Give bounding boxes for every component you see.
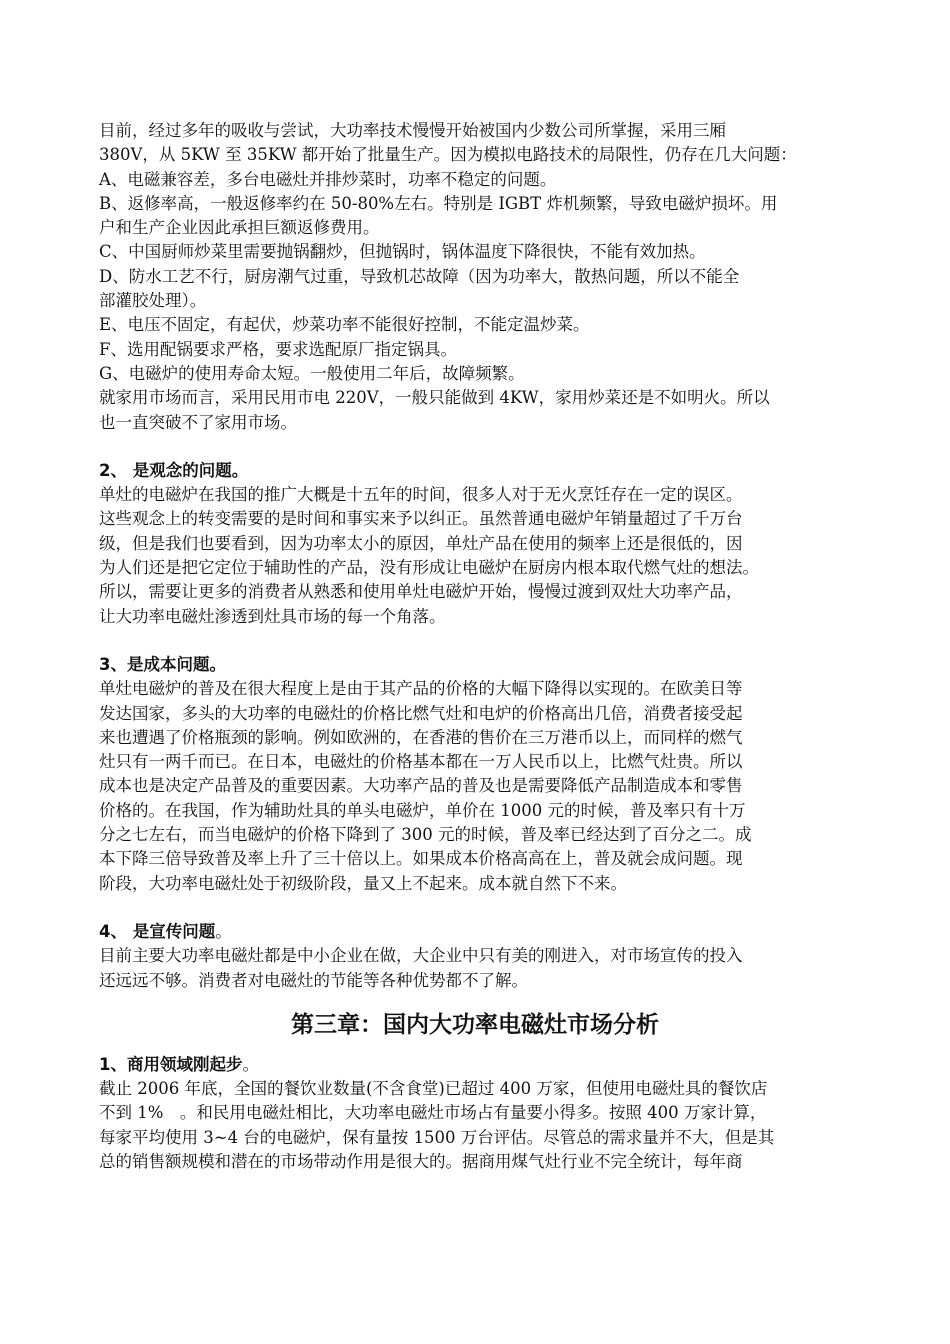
section-heading: 4、 是宣传问题 — [99, 921, 216, 941]
paragraph-line: 每家平均使用 3~4 台的电磁炉，保有量按 1500 万台评估。尽管总的需求量并不大，但是其 — [99, 1127, 775, 1147]
paragraph-line: 截止 2006 年底，全国的餐饮业数量(不含食堂)已超过 400 万家，但使用电磁灶具的餐饮店 — [99, 1079, 768, 1099]
problem-b: B、返修率高，一般返修率约在 50-80%左右。特别是 IGBT 炸机频繁，导致电磁炉损坏。用 — [99, 193, 778, 213]
document-body — [99, 119, 851, 1174]
problem-d-cont: 部灌胶处理）。 — [99, 291, 207, 311]
intro-line: 就家用市场而言，采用民用市电 220V，一般只能做到 4KW，家用炒菜还是不如明火。所以 — [99, 388, 770, 408]
heading-suffix: 。 — [215, 921, 232, 941]
chapter-3-section-1 — [99, 1053, 851, 1174]
problem-b-cont: 户和生产企业因此承担巨额返修费用。 — [99, 218, 380, 238]
intro-section — [99, 119, 851, 435]
chapter-title: 第三章：国内大功率电磁灶市场分析 — [291, 1011, 659, 1038]
spacer — [99, 435, 851, 459]
paragraph-line: 不到 1% 。和民用电磁灶相比，大功率电磁灶市场占有量要小得多。按照 400 万家计算， — [99, 1103, 767, 1123]
section-heading-row — [99, 920, 851, 944]
problem-e: E、电压不固定，有起伏，炒菜功率不能很好控制，不能定温炒菜。 — [99, 315, 590, 335]
paragraph-line: 本下降三倍导致普及率上升了三十倍以上。如果成本价格高高在上，普及就会成问题。现 — [99, 849, 743, 869]
heading-suffix: 。 — [242, 1054, 259, 1074]
paragraph-line: 来也遭遇了价格瓶颈的影响。例如欧洲的，在香港的售价在三万港币以上，而同样的燃气 — [99, 727, 743, 747]
paragraph-line: 为人们还是把它定位于辅助性的产品，没有形成让电磁炉在厨房内根本取代燃气灶的想法。 — [99, 558, 759, 578]
paragraph-line: 所以，需要让更多的消费者从熟悉和使用单灶电磁炉开始，慢慢过渡到双灶大功率产品， — [99, 582, 743, 602]
section-2 — [99, 459, 851, 629]
paragraph-line: 阶段，大功率电磁灶处于初级阶段，量又上不起来。成本就自然下不来。 — [99, 873, 627, 893]
section-heading: 2、 是观念的问题。 — [99, 460, 249, 480]
section-4 — [99, 920, 851, 993]
paragraph-line: 灶只有一两千而已。在日本，电磁灶的价格基本都在一万人民币以上，比燃气灶贵。所以 — [99, 752, 743, 772]
spacer — [99, 629, 851, 653]
spacer — [99, 896, 851, 920]
paragraph-line: 这些观念上的转变需要的是时间和事实来予以纠正。虽然普通电磁炉年销量超过了千万台 — [99, 509, 743, 529]
section-heading-row — [99, 1053, 851, 1077]
intro-line: 380V，从 5KW 至 35KW 都开始了批量生产。因为模拟电路技术的局限性，仍存在几大问题： — [99, 145, 797, 165]
problem-f: F、选用配锅要求严格，要求选配原厂指定锅具。 — [99, 339, 457, 359]
section-heading: 1、商用领域刚起步 — [99, 1054, 243, 1074]
problem-c: C、中国厨师炒菜里需要抛锅翻炒，但抛锅时，锅体温度下降很快，不能有效加热。 — [99, 242, 706, 262]
paragraph-line: 让大功率电磁灶渗透到灶具市场的每一个角落。 — [99, 606, 446, 626]
paragraph-line: 发达国家，多头的大功率的电磁灶的价格比燃气灶和电炉的价格高出几倍，消费者接受起 — [99, 703, 743, 723]
paragraph-line: 总的销售额规模和潜在的市场带动作用是很大的。据商用煤气灶行业不完全统计，每年商 — [99, 1151, 743, 1171]
paragraph-line: 还远远不够。消费者对电磁灶的节能等各种优势都不了解。 — [99, 970, 528, 990]
problem-a: A、电磁兼容差，多台电磁灶并排炒菜时，功率不稳定的问题。 — [99, 169, 557, 189]
intro-line: 目前，经过多年的吸收与尝试，大功率技术慢慢开始被国内少数公司所掌握，采用三厢 — [99, 121, 726, 140]
intro-line: 也一直突破不了家用市场。 — [99, 412, 297, 432]
paragraph-line: 目前主要大功率电磁灶都是中小企业在做，大企业中只有美的刚进入，对市场宣传的投入 — [99, 946, 743, 966]
paragraph-line: 成本也是决定产品普及的重要因素。大功率产品的普及也是需要降低产品制造成本和零售 — [99, 776, 743, 796]
paragraph-line: 分之七左右，而当电磁炉的价格下降到了 300 元的时候，普及率已经达到了百分之二。成 — [99, 825, 752, 845]
paragraph-line: 价格的。在我国，作为辅助灶具的单头电磁炉，单价在 1000 元的时候，普及率只有十万 — [99, 800, 746, 820]
paragraph-line: 单灶电磁炉的普及在很大程度上是由于其产品的价格的大幅下降得以实现的。在欧美日等 — [99, 679, 743, 699]
section-3 — [99, 653, 851, 896]
paragraph-line: 级，但是我们也要看到，因为功率太小的原因，单灶产品在使用的频率上还是很低的，因 — [99, 533, 743, 553]
section-heading: 3、是成本问题。 — [99, 654, 226, 674]
problem-d: D、防水工艺不行，厨房潮气过重，导致机芯故障（因为功率大，散热问题，所以不能全 — [99, 266, 740, 286]
problem-g: G、电磁炉的使用寿命太短。一般使用二年后，故障频繁。 — [99, 363, 525, 383]
paragraph-line: 单灶的电磁炉在我国的推广大概是十五年的时间，很多人对于无火烹饪存在一定的误区。 — [99, 485, 743, 505]
